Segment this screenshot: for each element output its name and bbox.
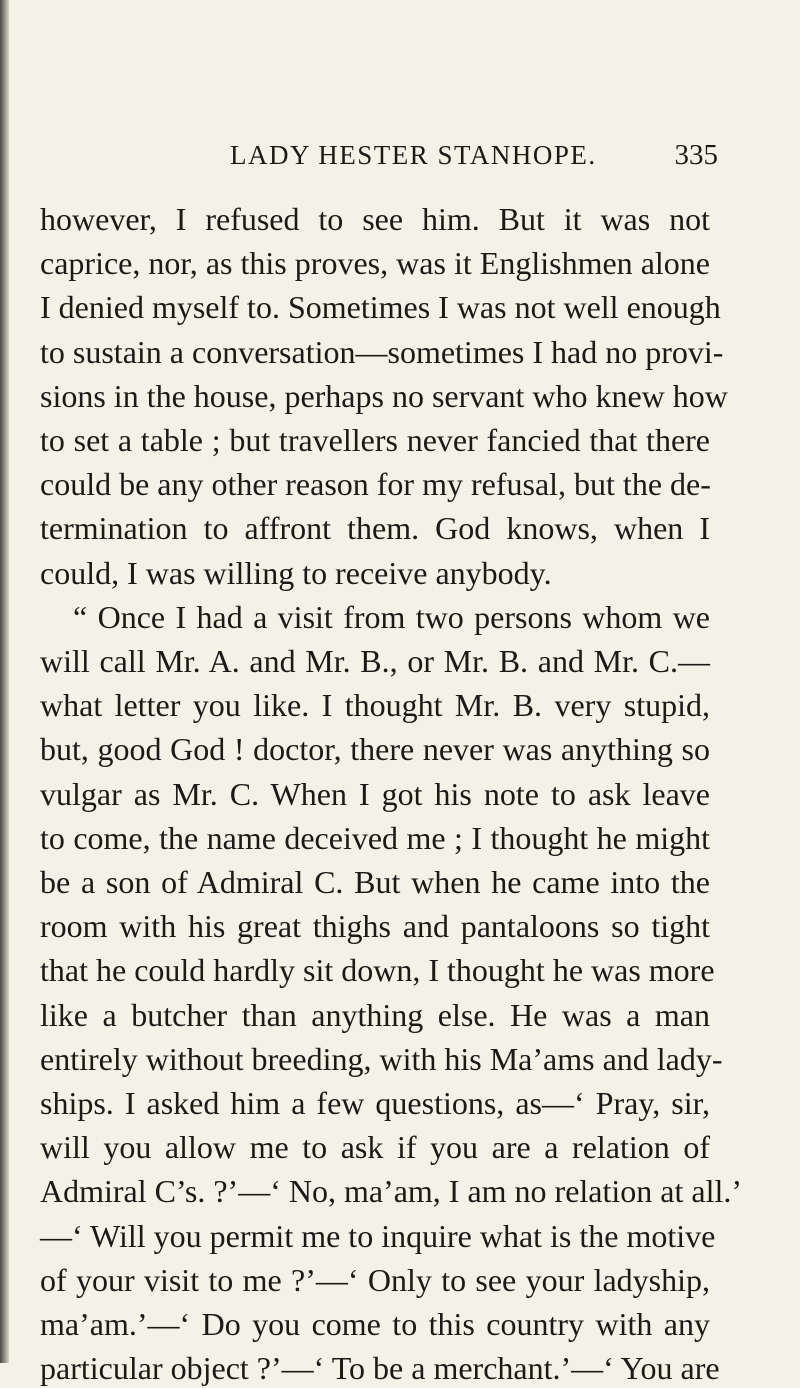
text-line: to come, the name deceived me ; I thought he might [40, 819, 710, 856]
text-line: caprice, nor, as this proves, was it Englishmen alone [40, 245, 710, 282]
text-line: will you allow me to ask if you are a relation of [40, 1129, 710, 1166]
text-line: —‘ Will you permit me to inquire what is the motive [40, 1217, 716, 1254]
text-line: could, I was willing to receive anybody. [40, 554, 552, 591]
text-line: “ Once I had a visit from two persons whom we [73, 598, 710, 635]
text-line: of your visit to me ?’—‘ Only to see your ladyship, [40, 1261, 710, 1298]
text-line: could be any other reason for my refusal, but the de- [40, 466, 711, 503]
text-line: to set a table ; but travellers never fancied that there [40, 422, 710, 458]
text-line: room with his great thighs and pantaloons so tight [40, 908, 710, 945]
page-number: 335 [674, 139, 718, 171]
running-head: LADY HESTER STANHOPE. [230, 140, 597, 170]
text-line: be a son of Admiral C. But when he came into the [40, 864, 710, 900]
text-line: will call Mr. A. and Mr. B., or Mr. B. and Mr. C.— [40, 643, 710, 679]
text-line: ships. I asked him a few questions, as—‘ Pray, sir, [40, 1085, 710, 1121]
text-line: like a butcher than anything else. He was a man [40, 996, 710, 1033]
text-line: Admiral C’s. ?’—‘ No, ma’am, I am no relation at all.’ [40, 1173, 743, 1210]
text-line: to sustain a conversation—sometimes I had no provi- [40, 333, 724, 370]
text-line: vulgar as Mr. C. When I got his note to ask leave [40, 775, 710, 812]
text-line: that he could hardly sit down, I thought he was more [40, 952, 715, 989]
text-line: however, I refused to see him. But it was not [40, 201, 710, 237]
text-line: entirely without breeding, with his Ma’ams and lady- [40, 1040, 723, 1077]
text-line: what letter you like. I thought Mr. B. very stupid, [40, 687, 710, 724]
text-line: ma’am.’—‘ Do you come to this country with any [40, 1306, 710, 1342]
text-line: sions in the house, perhaps no servant who knew how [40, 377, 728, 414]
text-line: particular object ?’—‘ To be a merchant.’—‘ You are [40, 1350, 720, 1387]
text-line: termination to affront them. God knows, when I [40, 510, 710, 547]
text-line: I denied myself to. Sometimes I was not well enough [40, 289, 721, 326]
page-header [40, 138, 718, 178]
text-line: but, good God ! doctor, there never was anything so [40, 731, 710, 768]
